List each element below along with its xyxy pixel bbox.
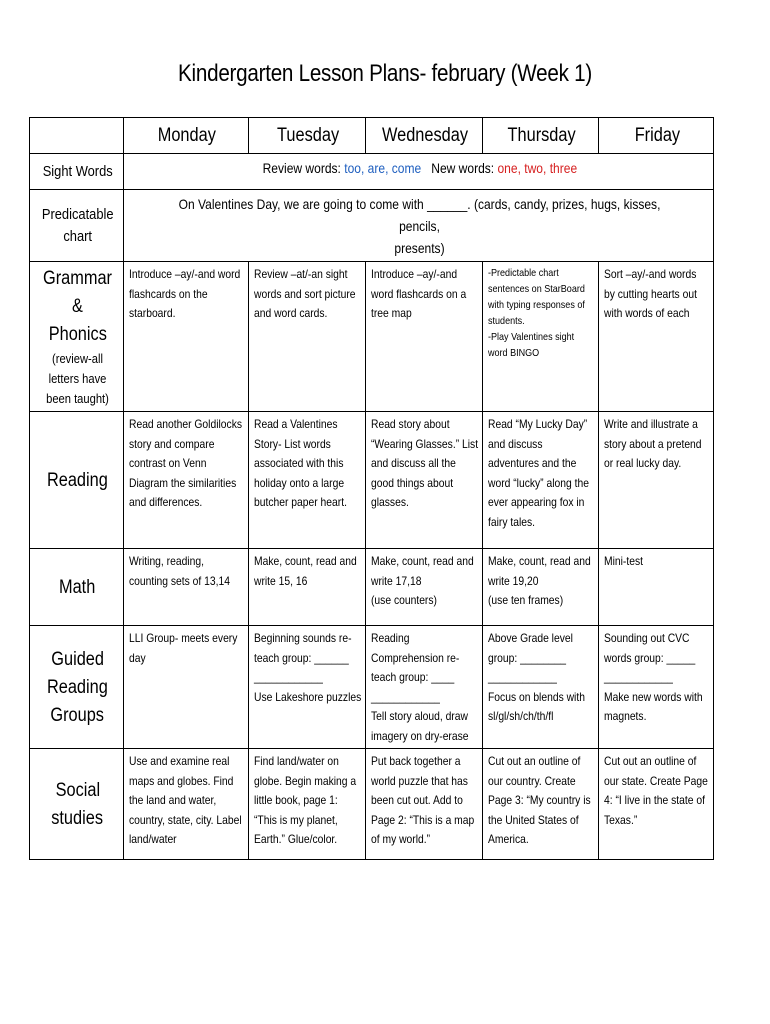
math-monday: Writing, reading, counting sets of 13,14	[124, 549, 249, 626]
grammar-friday: Sort –ay/-and words by cutting hearts out with words of each	[599, 262, 714, 412]
grammar-tuesday: Review –at/-an sight words and sort picture and word cards.	[249, 262, 366, 412]
day-header-thursday: Thursday	[483, 118, 599, 154]
math-tuesday: Make, count, read and write 15, 16	[249, 549, 366, 626]
reading-tuesday: Read a Valentines Story- List words associated with this holiday onto a large butcher paper heart.	[249, 412, 366, 549]
corner-cell	[30, 118, 124, 154]
grammar-wednesday: Introduce –ay/-and word flashcards on a tree map	[366, 262, 483, 412]
reading-row	[30, 412, 714, 549]
guided-thursday: Above Grade level group: ________ ____________ Focus on blends with sl/gl/sh/ch/th/fl	[483, 626, 599, 749]
social-wednesday: Put back together a world puzzle that has been cut out. Add to Page 2: “This is a map of my world.”	[366, 749, 483, 860]
guided-label: Guided Reading Groups	[30, 626, 124, 749]
day-header-monday: Monday	[124, 118, 249, 154]
reading-friday: Write and illustrate a story about a pretend or real lucky day.	[599, 412, 714, 549]
predictable-content	[124, 190, 714, 262]
grammar-label: Grammar & Phonics (review-all letters have been taught)	[30, 262, 124, 412]
grammar-row	[30, 262, 714, 412]
predictable-row	[30, 190, 714, 262]
new-label: New words:	[430, 160, 494, 176]
lesson-plan-table	[29, 117, 714, 860]
predictable-text-line2: presents)	[394, 240, 445, 256]
social-tuesday: Find land/water on globe. Begin making a little book, page 1: “This is my planet, Earth.” Glue/color.	[249, 749, 366, 860]
reading-monday: Read another Goldilocks story and compare contrast on Venn Diagram the similarities and differences.	[124, 412, 249, 549]
day-header-wednesday: Wednesday	[366, 118, 483, 154]
day-header-tuesday: Tuesday	[249, 118, 366, 154]
math-wednesday: Make, count, read and write 17,18 (use counters)	[366, 549, 483, 626]
social-label: Social studies	[30, 749, 124, 860]
social-row	[30, 749, 714, 860]
reading-wednesday: Read story about “Wearing Glasses.” List and discuss all the good things about glasses.	[366, 412, 483, 549]
social-monday: Use and examine real maps and globes. Find the land and water, country, state, city. Label land/water	[124, 749, 249, 860]
sight-words-label: Sight Words	[30, 154, 124, 190]
new-words: one, two, three	[497, 160, 577, 176]
review-words: too, are, come	[343, 160, 421, 176]
predictable-label: Predicatable chart	[30, 190, 124, 262]
grammar-thursday: -Predictable chart sentences on StarBoard with typing responses of students. -Play Valentines sight word BINGO	[483, 262, 599, 412]
math-thursday: Make, count, read and write 19,20 (use ten frames)	[483, 549, 599, 626]
guided-friday: Sounding out CVC words group: _____ ____________ Make new words with magnets.	[599, 626, 714, 749]
guided-wednesday: Reading Comprehension re-teach group: ____ ____________ Tell story aloud, draw imagery on dry-erase	[366, 626, 483, 749]
day-header-friday: Friday	[599, 118, 714, 154]
sight-words-row	[30, 154, 714, 190]
grammar-monday: Introduce –ay/-and word flashcards on the starboard.	[124, 262, 249, 412]
predictable-text-line1: On Valentines Day, we are going to come with ______. (cards, candy, prizes, hugs, kisses, pencils,	[178, 196, 661, 234]
math-friday: Mini-test	[599, 549, 714, 626]
guided-tuesday: Beginning sounds re-teach group: ______ ____________ Use Lakeshore puzzles	[249, 626, 366, 749]
reading-label: Reading	[30, 412, 124, 549]
social-friday: Cut out an outline of our state. Create Page 4: “I live in the state of Texas.”	[599, 749, 714, 860]
reading-thursday: Read “My Lucky Day” and discuss adventures and the word “lucky” along the ever appearing fox in fairy tales.	[483, 412, 599, 549]
guided-row	[30, 626, 714, 749]
page-title: Kindergarten Lesson Plans- february (Week 1)	[178, 60, 592, 87]
social-thursday: Cut out an outline of our country. Create Page 3: “My country is the United States of America.	[483, 749, 599, 860]
review-label: Review words:	[262, 160, 341, 176]
math-label: Math	[30, 549, 124, 626]
guided-monday: LLI Group- meets every day	[124, 626, 249, 749]
header-row	[30, 118, 714, 154]
math-row	[30, 549, 714, 626]
sight-words-content	[124, 154, 714, 190]
